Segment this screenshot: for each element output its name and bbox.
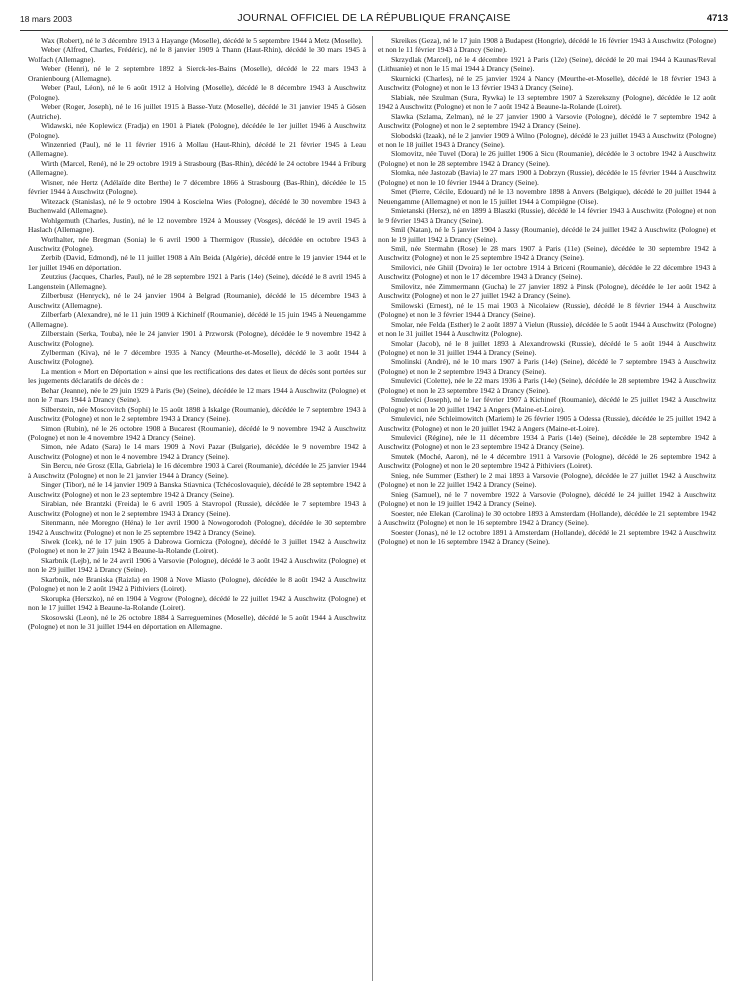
record-entry: Slobodski (Izaak), né le 2 janvier 1909 à Wilno (Pologne), décédé le 23 juillet 1943 à Auschwitz (Pologne) et non le 18 juillet 1943 à Drancy (Seine). [378,130,716,149]
record-entry: Smulevici (Colette), née le 22 mars 1936 à Paris (14e) (Seine), décédée le 28 septembre 1942 à Auschwitz (Pologne) et non le 23 septembre 1942 à Drancy (Seine). [378,376,716,395]
record-entry: Smulevici (Joseph), né le 1er février 1907 à Kichinef (Roumanie), décédé le 25 juillet 1942 à Auschwitz (Pologne) et non le 20 juillet 1942 à Angers (Maine-et-Loire). [378,395,716,414]
record-entry: Weber (Henri), né le 2 septembre 1892 à Sierck-les-Bains (Moselle), décédé le 22 mars 1943 à Oranienbourg (Allemagne). [28,64,366,83]
record-entry: Slabiak, née Szulman (Sura, Rywka) le 13 septembre 1907 à Szerekszny (Pologne), décédée le 12 août 1942 à Auschwitz (Pologne) et non le 7 août 1942 à Beaune-la-Rolande (Loiret). [378,92,716,112]
record-entry: Sin Bercu, née Grosz (Ella, Gabriela) le 16 décembre 1903 à Carei (Roumanie), décédée le 25 janvier 1944 à Auschwitz (Pologne) et non le 21 janvier 1944 à Drancy (Seine). [28,461,366,480]
record-entry: Smilovici, née Ghiil (Dvoira) le 1er octobre 1914 à Briceni (Roumanie), décédée le 22 décembre 1943 à Auschwitz (Pologne) et non le 17 décembre 1943 à Drancy (Seine). [378,262,716,282]
record-entry: Slomovitz, née Tuvel (Dora) le 26 juillet 1906 à Sicu (Roumanie), décédée le 3 octobre 1942 à Auschwitz (Pologne) et non le 28 septembre 1942 à Drancy (Seine). [378,149,716,168]
record-entry: Smulevici (Régine), née le 11 décembre 1934 à Paris (14e) (Seine), décédée le 28 septembre 1942 à Auschwitz (Pologne) et non le 23 septembre 1942 à Drancy (Seine). [378,433,716,452]
record-entry: Skorupka (Herszko), né en 1904 à Vegrow (Pologne), décédé le 22 juillet 1942 à Auschwitz (Pologne) et non le 17 juillet 1942 à Beaune-la-Rolande (Loiret). [28,593,366,613]
record-entry: Snieg, née Summer (Esther) le 2 mai 1893 à Varsovie (Pologne), décédée le 27 juillet 1942 à Auschwitz (Pologne) et non le 22 juillet 1942 à Drancy (Seine). [378,470,716,490]
record-entry: Zeutzius (Jacques, Charles, Paul), né le 28 septembre 1921 à Paris (14e) (Seine), décédé le 8 avril 1945 à Langenstein (Allemagne). [28,272,366,291]
record-entry: Singer (Tibor), né le 14 janvier 1909 à Banska Stiavnica (Tchécoslovaquie), décédé le 28 septembre 1942 à Auschwitz (Pologne) et non le 23 septembre 1942 à Drancy (Seine). [28,480,366,499]
record-entry: Skurnicki (Charles), né le 25 janvier 1924 à Nancy (Meurthe-et-Moselle), décédé le 18 février 1943 à Auschwitz (Pologne) et non le 13 février 1943 à Drancy (Seine). [378,73,716,93]
record-entry: Weber (Roger, Joseph), né le 16 juillet 1915 à Basse-Yutz (Moselle), décédé le 31 janvier 1945 à Gösen (Autriche). [28,102,366,121]
record-entry: Behar (Jeanne), née le 29 juin 1929 à Paris (9e) (Seine), décédée le 12 mars 1944 à Auschwitz (Pologne) et non le 7 mars 1944 à Drancy (Seine). [28,385,366,405]
record-entry: Skosowski (Leon), né le 26 octobre 1884 à Sarreguemines (Moselle), décédé le 5 août 1944 à Auschwitz (Pologne) et non le 31 juillet 1944 en déportation en Allemagne. [28,612,366,632]
record-entry: Smietanski (Hersz), né en 1899 à Blaszki (Russie), décédé le 14 février 1943 à Auschwitz (Pologne) et non le 9 février 1943 à Drancy (Seine). [378,206,716,225]
record-entry: Slomka, née Jastozab (Bavia) le 27 mars 1900 à Dobrzyn (Russie), décédée le 15 février 1944 à Auschwitz (Pologne) et non le 10 février 1944 à Drancy (Seine). [378,168,716,187]
record-entry: Smil, née Stermahn (Rose) le 28 mars 1907 à Paris (11e) (Seine), décédée le 30 septembre 1942 à Auschwitz (Pologne) et non le 25 septembre 1942 à Drancy (Seine). [378,243,716,263]
record-entry: Smolar (Jacob), né le 8 juillet 1893 à Alexandrowski (Russie), décédé le 5 août 1944 à Auschwitz (Pologne) et non le 31 juillet 1944 à Drancy (Seine). [378,338,716,357]
record-entry: Smulevici, née Schleimowitch (Mariem) le 26 février 1905 à Odessa (Russie), décédée le 25 juillet 1942 à Auschwitz (Pologne) et non le 20 juillet 1942 à Angers (Maine-et-Loire). [378,414,716,433]
record-entry: Smolinski (André), né le 10 mars 1907 à Paris (14e) (Seine), décédé le 7 septembre 1943 à Auschwitz (Pologne) et non le 2 septembre 1943 à Drancy (Seine). [378,357,716,376]
record-entry: Smilovitz, née Zimmermann (Gucha) le 27 janvier 1892 à Pinsk (Pologne), décédée le 1er août 1942 à Auschwitz (Pologne) et non le 27 juillet 1942 à Drancy (Seine). [378,281,716,301]
record-entry: Skreikes (Geza), né le 17 juin 1908 à Budapest (Hongrie), décédé le 16 février 1943 à Auschwitz (Pologne) et non le 11 février 1943 à Drancy (Seine). [378,36,716,55]
page-header [20,12,728,31]
record-entry: Silberstein, née Moscovitch (Sophi) le 15 août 1898 à Iskalge (Roumanie), décédée le 7 septembre 1943 à Auschwitz (Pologne) et non le 2 septembre 1943 à Drancy (Seine). [28,404,366,424]
record-entry: Soester, née Elekan (Carolina) le 30 octobre 1893 à Amsterdam (Hollande), décédée le 21 septembre 1942 à Auschwitz (Pologne) et non le 16 septembre 1942 à Drancy (Seine). [378,508,716,528]
record-entry: Wisner, née Hertz (Adélaïde dite Berthe) le 7 décembre 1866 à Strasbourg (Bas-Rhin), décédée le 15 février 1944 à Auschwitz (Pologne). [28,177,366,197]
record-entry: Winzenried (Paul), né le 11 février 1916 à Mollau (Haut-Rhin), décédé le 21 février 1945 à Leau (Allemagne). [28,139,366,159]
record-entry: Zylberman (Kiva), né le 7 décembre 1935 à Nancy (Meurthe-et-Moselle), décédé le 3 août 1944 à Auschwitz (Pologne). [28,347,366,367]
page-number: 4713 [706,13,728,24]
record-entry: Sitenmann, née Moregno (Héna) le 1er avril 1900 à Nowogorodoh (Pologne), décédée le 30 septembre 1942 à Auschwitz (Pologne) et non le 25 septembre 1942 à Drancy (Seine). [28,518,366,537]
record-entry: Smolar, née Felda (Esther) le 2 août 1897 à Vielun (Russie), décédée le 5 août 1944 à Auschwitz (Pologne) et non le 31 juillet 1944 à Auschwitz (Pologne). [378,319,716,339]
record-entry: Wirth (Marcel, René), né le 29 octobre 1919 à Strasbourg (Bas-Rhin), décédé le 24 octobre 1944 à Friburg (Allemagne). [28,158,366,178]
record-entry: Zilberstain (Serka, Touba), née le 24 janvier 1901 à Przworsk (Pologne), décédée le 9 novembre 1942 à Auschwitz (Pologne). [28,329,366,348]
record-entry: Slawka (Szlama, Zelman), né le 27 janvier 1900 à Varsovie (Pologne), décédé le 7 septembre 1942 à Auschwitz (Pologne) et non le 2 septembre 1942 à Drancy (Seine). [378,111,716,131]
record-entry: Weber (Paul, Léon), né le 6 août 1912 à Holving (Moselle), décédé le 8 décembre 1943 à Auschwitz (Pologne). [28,83,366,102]
record-entry: Smilowski (Ernest), né le 15 mai 1903 à Nicolaiew (Russie), décédé le 8 février 1944 à Auschwitz (Pologne) et non le 3 février 1944 à Drancy (Seine). [378,300,716,320]
issue-date: 18 mars 2003 [20,14,72,24]
record-entry: Smet (Pierre, Cécile, Edouard) né le 13 novembre 1898 à Anvers (Belgique), décédé le 20 juillet 1944 à Neuengamme (Allemagne) et non le 15 juillet 1944 à Compiègne (Oise). [378,187,716,206]
record-entry: Soester (Jonas), né le 12 octobre 1891 à Amsterdam (Hollande), décédé le 21 septembre 1942 à Auschwitz (Pologne) et non le 16 septembre 1942 à Drancy (Seine). [378,527,716,547]
record-entry: Skarbnik, née Braniska (Raizla) en 1908 à Nove Miasto (Pologne), décédée le 8 août 1942 à Auschwitz (Pologne) et non le 2 août 1942 à Pithiviers (Loiret). [28,574,366,594]
record-entry: Worlhalter, née Bregman (Sonia) le 6 avril 1900 à Thermigov (Russie), décédée en octobre 1943 à Auschwitz (Pologne). [28,234,366,253]
record-entry: Skarbnik (Lejb), né le 24 avril 1906 à Varsovie (Pologne), décédé le 3 août 1942 à Auschwitz (Pologne) et non le 29 juillet 1942 à Drancy (Seine). [28,555,366,575]
record-entry: Widawski, née Koplewicz (Fradja) en 1901 à Piatek (Pologne), décédée le 1er juillet 1946 à Auschwitz (Pologne). [28,121,366,140]
record-entry: Weber (Alfred, Charles, Frédéric), né le 8 janvier 1909 à Thann (Haut-Rhin), décédé le 30 mars 1945 à Wolfach (Allemagne). [28,45,366,64]
record-entry: Zilberbusz (Henryck), né le 24 janvier 1904 à Belgrad (Roumanie), décédé le 15 décembre 1943 à Auschwitz (Allemagne). [28,291,366,310]
record-entry: Witezack (Stanislas), né le 9 octobre 1904 à Koscielna Wies (Pologne), décédé le 30 novembre 1943 à Buchenwald (Allemagne). [28,196,366,216]
column-divider [372,36,373,981]
record-entry: Siwek (Icek), né le 17 juin 1905 à Dabrowa Gornicza (Pologne), décédé le 3 juillet 1942 à Auschwitz (Pologne) et non le 27 juin 1942 à Beaune-la-Rolande (Loiret). [28,537,366,556]
left-column [28,36,366,986]
record-entry: Zilberfarb (Alexandre), né le 11 juin 1909 à Kichinelf (Roumanie), décédé le 15 juin 1945 à Neuengamme (Allemagne). [28,310,366,329]
record-entry: Simon (Rubin), né le 26 octobre 1908 à Bucarest (Roumanie), décédé le 9 novembre 1942 à Auschwitz (Pologne) et non le 4 novembre 1942 à Drancy (Seine). [28,423,366,443]
record-entry: Zerbib (David, Edmond), né le 11 juillet 1908 à Aïn Beida (Algérie), décédé entre le 19 janvier 1944 et le 1er juillet 1946 en déportation. [28,253,366,272]
record-entry: Wax (Robert), né le 3 décembre 1913 à Hayange (Moselle), décédé le 5 septembre 1944 à Metz (Moselle). [41,36,363,45]
record-entry: La mention « Mort en Déportation » ainsi que les rectifications des dates et lieux de décès sont portées sur les jugements déclaratifs de décès de : [28,366,366,386]
journal-title: JOURNAL OFFICIEL DE LA RÉPUBLIQUE FRANÇAISE [237,12,511,24]
right-column [378,36,716,986]
record-entry: Smil (Natan), né le 5 janvier 1904 à Jassy (Roumanie), décédé le 24 juillet 1942 à Auschwitz (Pologne) et non le 19 juillet 1942 à Drancy (Seine). [378,225,716,244]
record-entry: Skrzydlak (Marcel), né le 4 décembre 1921 à Paris (12e) (Seine), décédé le 20 mai 1944 à Kaunas/Reval (Lithuanie) et non le 15 mai 1944 à Drancy (Seine). [378,54,716,74]
record-entry: Simon, née Adato (Sara) le 14 mars 1909 à Novi Pazar (Bulgarie), décédée le 9 novembre 1942 à Auschwitz (Pologne) et non le 4 novembre 1942 à Drancy (Seine). [28,442,366,461]
record-entry: Wohlgemuth (Charles, Justin), né le 12 novembre 1924 à Moussey (Vosges), décédé le 19 avril 1945 à Haslach (Allemagne). [28,215,366,235]
record-entry: Snieg (Samuel), né le 7 novembre 1922 à Varsovie (Pologne), décédé le 24 juillet 1942 à Auschwitz (Pologne) et non le 19 juillet 1942 à Drancy (Seine). [378,489,716,509]
record-entry: Smutek (Moché, Aaron), né le 4 décembre 1911 à Varsovie (Pologne), décédé le 26 septembre 1942 à Auschwitz (Pologne) et non le 20 septembre 1942 à Pithiviers (Loiret). [378,451,716,471]
record-entry: Sirabian, née Brantzki (Freida) le 6 avril 1905 à Stavropol (Russie), décédée le 7 septembre 1943 à Auschwitz (Pologne) et non le 2 septembre 1943 à Drancy (Seine). [28,499,366,518]
